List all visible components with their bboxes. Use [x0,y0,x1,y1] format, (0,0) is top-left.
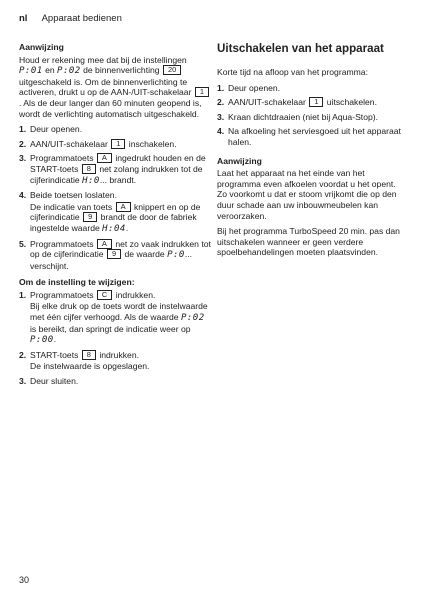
key-symbol: 9 [83,212,97,222]
list-item: 1. Programmatoets C indrukken. Bij elke druk op de toets wordt de instelwaarde met één cijfer verhoogd. Als de waarde P:02 is bereikt, dan springt de indicatie weer op P:00. [19,289,208,346]
list-item: 4. Beide toetsen loslaten. De indicatie van toets A knippert en op de cijferindicatie 9 brandt de door de fabriek ingestelde waarde H:04. [19,190,201,234]
note-heading: Aanwijzing [19,42,64,52]
note-text: Houd er rekening mee dat bij de instellingen P:01 en P:02 de binnenverlichting 20 uitgeschakeld is. Om de binnenverlichting te activeren, drukt u op de AAN-/UIT-schakelaar 1. Als de deur langer dan 60 minuten geopend is, wordt de verlichting automatisch uitgeschakeld. [19,55,211,120]
key-symbol: 1 [111,139,125,149]
list-item: 3. Deur sluiten. [19,376,79,387]
note-heading: Aanwijzing [217,155,262,166]
change-heading: Om de instelling te wijzigen: [19,277,135,288]
key-symbol: 8 [82,350,96,360]
key-symbol: 1 [309,97,323,107]
display-code: P:0 [167,250,185,261]
key-symbol: A [97,153,112,163]
key-symbol: 20 [163,65,181,75]
key-symbol: A [116,202,131,212]
list-item: 2. AAN/UIT-schakelaar 1 uitschakelen. [217,97,377,108]
page-header [19,13,122,24]
list-item: 5. Programmatoets A net zo vaak indrukken tot op de cijferindicatie 9 de waarde P:0... verschijnt. [19,238,211,271]
key-symbol: A [97,239,112,249]
section-title: Apparaat bedienen [41,13,122,24]
list-item: 2. START-toets 8 indrukken. De instelwaarde is opgeslagen. [19,349,150,372]
display-code: P:00 [30,335,54,346]
display-code: P:02 [57,66,81,77]
display-code: P:02 [180,313,205,324]
note-paragraph: Bij het programma TurboSpeed 20 min. pas dan uitschakelen wanneer er geen verdere spoelbehandelingen moeten plaatsvinden. [217,226,400,258]
left-column [19,42,211,391]
list-item: 1. Deur openen. [19,124,83,135]
intro-text: Korte tijd na afloop van het programma: [217,67,368,77]
list-item: 4. Na afkoeling het serviesgoed uit het apparaat halen. [217,126,401,147]
list-item: 1. Deur openen. [217,82,281,93]
list-item: 3. Kraan dichtdraaien (niet bij Aqua-Stop). [217,111,379,122]
page-number: 30 [19,575,30,585]
display-code: P:01 [19,66,43,77]
key-symbol: 9 [107,249,121,259]
language-code: nl [19,13,28,24]
list-item: 3. Programmatoets A ingedrukt houden en de START-toets 8 net zolang indrukken tot de cijferindicatie H:0... brandt. [19,153,206,186]
note-paragraph: Laat het apparaat na het einde van het programma even afkoelen voordat u het opent. Zo voorkomt u dat er stoom vrijkomt die op den duur schade aan uw inbouwmeubelen kan veroorzaken. [217,168,397,221]
section-heading: Uitschakelen van het apparaat [217,42,384,55]
key-symbol: C [97,290,112,300]
display-code: H:04 [102,223,126,234]
right-column [217,42,407,263]
list-item: 2. AAN/UIT-schakelaar 1 inschakelen. [19,138,177,149]
key-symbol: 8 [82,164,96,174]
display-code: H:0 [82,175,100,186]
key-symbol: 1 [195,87,209,97]
